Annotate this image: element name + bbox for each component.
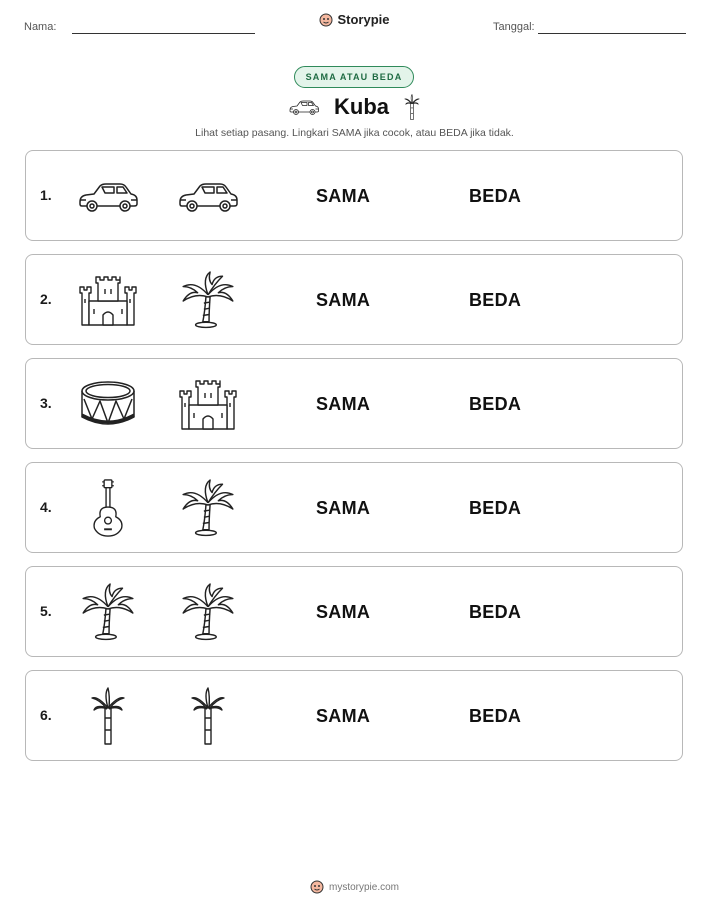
same-option[interactable]: SAMA xyxy=(316,602,371,622)
same-option[interactable]: SAMA xyxy=(316,186,371,206)
brand-name: Storypie xyxy=(337,12,390,27)
storypie-logo-icon xyxy=(310,880,324,894)
car-icon xyxy=(76,166,140,226)
row-number: 5. xyxy=(40,603,52,619)
name-line[interactable] xyxy=(72,33,255,34)
row-number: 4. xyxy=(40,499,52,515)
pair-row-4 xyxy=(25,462,683,553)
footer xyxy=(0,880,709,894)
brand xyxy=(0,12,709,32)
different-option[interactable]: BEDA xyxy=(469,394,522,414)
drum-icon xyxy=(76,374,140,434)
sugarcane-icon xyxy=(176,686,240,746)
pair-row-3 xyxy=(25,358,683,449)
same-option[interactable]: SAMA xyxy=(316,706,371,726)
row-number: 2. xyxy=(40,291,52,307)
footer-url[interactable]: mystorypie.com xyxy=(328,881,399,893)
row-number: 6. xyxy=(40,707,52,723)
pair-row-2 xyxy=(25,254,683,345)
castle-icon xyxy=(176,374,240,434)
pair-row-1 xyxy=(25,150,683,241)
page-title: Kuba xyxy=(334,94,389,119)
car-icon xyxy=(176,166,240,226)
same-option[interactable]: SAMA xyxy=(316,498,371,518)
different-option[interactable]: BEDA xyxy=(469,706,522,726)
palm-tree-icon xyxy=(176,582,240,642)
different-option[interactable]: BEDA xyxy=(469,498,522,518)
pair-row-6 xyxy=(25,670,683,761)
castle-icon xyxy=(76,270,140,330)
title-row xyxy=(0,92,709,122)
guitar-icon xyxy=(76,478,140,538)
row-number: 1. xyxy=(40,187,52,203)
row-number: 3. xyxy=(40,395,52,411)
date-line[interactable] xyxy=(538,33,686,34)
different-option[interactable]: BEDA xyxy=(469,186,522,206)
instructions: Lihat setiap pasang. Lingkari SAMA jika cocok, atau BEDA jika tidak. xyxy=(195,127,514,139)
worksheet-type-badge: SAMA ATAU BEDA xyxy=(294,66,414,88)
car-icon xyxy=(288,98,320,116)
same-option[interactable]: SAMA xyxy=(316,290,371,310)
palm-tree-icon xyxy=(76,582,140,642)
date-label: Tanggal: xyxy=(493,21,535,33)
palm-tree-icon xyxy=(176,478,240,538)
different-option[interactable]: BEDA xyxy=(469,602,522,622)
sugarcane-icon xyxy=(76,686,140,746)
name-label: Nama: xyxy=(24,21,57,33)
sugarcane-icon xyxy=(403,92,421,122)
pair-row-5 xyxy=(25,566,683,657)
storypie-logo-icon xyxy=(319,13,333,27)
same-option[interactable]: SAMA xyxy=(316,394,371,414)
different-option[interactable]: BEDA xyxy=(469,290,522,310)
palm-tree-icon xyxy=(176,270,240,330)
